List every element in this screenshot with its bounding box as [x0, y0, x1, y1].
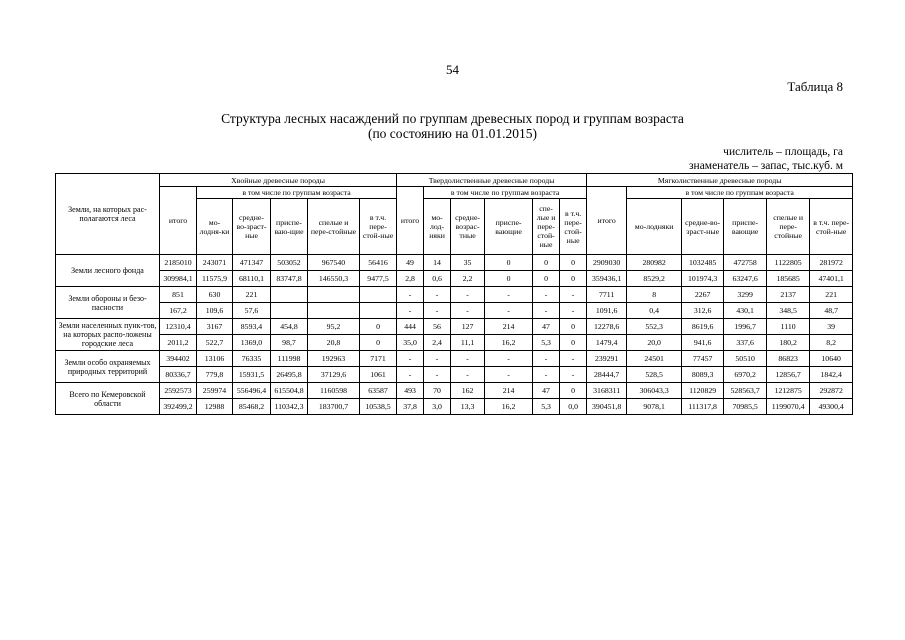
table-label: Таблица 8	[787, 79, 843, 94]
cell-stock: 1199070,4	[767, 399, 810, 415]
cell-stock: 1061	[360, 367, 397, 383]
cell-stock: 10538,5	[360, 399, 397, 415]
table-row-stock	[56, 303, 853, 319]
cell-area: 0	[360, 319, 397, 335]
header-conifer-total: итого	[160, 187, 197, 255]
cell-area: 1122805	[767, 255, 810, 271]
cell-area: 493	[397, 383, 424, 399]
cell-area: 56	[424, 319, 451, 335]
cell-area: 8619,6	[682, 319, 724, 335]
cell-area: 0	[560, 319, 587, 335]
cell-stock: -	[533, 367, 560, 383]
header-conifer-maturing: приспе-ваю-щие	[271, 199, 308, 255]
cell-area: 3299	[724, 287, 767, 303]
cell-area: -	[485, 351, 533, 367]
header-hardwood-mature-overmature: спе-лые и пере-стой-ные	[533, 199, 560, 255]
cell-area: 239291	[587, 351, 627, 367]
cell-area: 2185010	[160, 255, 197, 271]
cell-area: 8593,4	[233, 319, 271, 335]
cell-area: 454,8	[271, 319, 308, 335]
cell-stock: 47401,1	[810, 271, 853, 287]
cell-area: 192963	[308, 351, 360, 367]
header-softwood-overmature: в т.ч. пере-стой-ные	[810, 199, 853, 255]
cell-stock: 8089,3	[682, 367, 724, 383]
cell-stock: 0	[360, 335, 397, 351]
cell-area: -	[560, 287, 587, 303]
cell-area: 3167	[197, 319, 233, 335]
cell-area: 1996,7	[724, 319, 767, 335]
row-label: Земли лесного фонда	[56, 255, 160, 287]
header-softwood-group: Мягколиственные древесные породы	[587, 174, 853, 187]
cell-area: 1120829	[682, 383, 724, 399]
cell-area: 14	[424, 255, 451, 271]
cell-stock: 392499,2	[160, 399, 197, 415]
cell-stock: 8,2	[810, 335, 853, 351]
cell-area	[308, 287, 360, 303]
unit-numerator: числитель – площадь, га	[723, 146, 843, 158]
cell-stock: -	[424, 367, 451, 383]
cell-stock: 26495,8	[271, 367, 308, 383]
cell-area: 1110	[767, 319, 810, 335]
cell-stock: 35,0	[397, 335, 424, 351]
cell-area: 0	[533, 255, 560, 271]
cell-stock: -	[397, 367, 424, 383]
cell-stock: 1369,0	[233, 335, 271, 351]
cell-stock: 68110,1	[233, 271, 271, 287]
cell-stock: 20,8	[308, 335, 360, 351]
cell-stock: 9477,5	[360, 271, 397, 287]
cell-stock: 146550,3	[308, 271, 360, 287]
cell-stock: 37,8	[397, 399, 424, 415]
cell-stock: 185685	[767, 271, 810, 287]
cell-stock: 2,2	[451, 271, 485, 287]
cell-area: 0	[485, 255, 533, 271]
header-softwood-mature-overmature: спелые и пере-стойные	[767, 199, 810, 255]
cell-stock: -	[424, 303, 451, 319]
table-row-stock	[56, 399, 853, 415]
cell-stock: 8529,2	[627, 271, 682, 287]
cell-stock: 101974,3	[682, 271, 724, 287]
cell-area: 3168311	[587, 383, 627, 399]
cell-stock: 348,5	[767, 303, 810, 319]
header-softwood-middle-aged: средне-во-зраст-ные	[682, 199, 724, 255]
cell-area: 35	[451, 255, 485, 271]
cell-area: 615504,8	[271, 383, 308, 399]
table-row-area	[56, 383, 853, 399]
cell-stock: 0,6	[424, 271, 451, 287]
unit-denominator: знаменатель – запас, тыс.куб. м	[689, 160, 843, 172]
cell-stock: -	[560, 367, 587, 383]
cell-stock: -	[560, 303, 587, 319]
cell-stock: 390451,8	[587, 399, 627, 415]
cell-area: 472758	[724, 255, 767, 271]
cell-stock: 312,6	[682, 303, 724, 319]
forest-structure-table	[55, 173, 853, 415]
cell-area: -	[424, 351, 451, 367]
cell-area: 2267	[682, 287, 724, 303]
cell-area: -	[424, 287, 451, 303]
cell-area: 76335	[233, 351, 271, 367]
cell-area: 111998	[271, 351, 308, 367]
cell-stock: 6970,2	[724, 367, 767, 383]
title-line-1: Структура лесных насаждений по группам древесных пород и группам возраста	[221, 111, 684, 126]
header-hardwood-age-groups: в том числе по группам возраста	[424, 187, 587, 199]
row-label: Всего по Кемеровской области	[56, 383, 160, 415]
cell-stock: 180,2	[767, 335, 810, 351]
cell-stock: 15931,5	[233, 367, 271, 383]
cell-area: 7171	[360, 351, 397, 367]
cell-stock: 37129,6	[308, 367, 360, 383]
cell-area: 2909030	[587, 255, 627, 271]
cell-area: 503052	[271, 255, 308, 271]
header-softwood-young: мо-лодняки	[627, 199, 682, 255]
table-row-area	[56, 351, 853, 367]
cell-area: 1032485	[682, 255, 724, 271]
cell-stock: 309984,1	[160, 271, 197, 287]
cell-stock: 528,5	[627, 367, 682, 383]
cell-area: 214	[485, 319, 533, 335]
cell-stock: -	[451, 303, 485, 319]
row-label: Земли обороны и безо-пасности	[56, 287, 160, 319]
header-hardwood-group: Твердолиственные древесные породы	[397, 174, 587, 187]
cell-area: 8	[627, 287, 682, 303]
cell-area: 221	[233, 287, 271, 303]
cell-area: 10640	[810, 351, 853, 367]
cell-area: -	[451, 287, 485, 303]
cell-area: 281972	[810, 255, 853, 271]
header-conifer-middle-aged: средне-во-зраст-ные	[233, 199, 271, 255]
cell-area: 2137	[767, 287, 810, 303]
cell-stock: 522,7	[197, 335, 233, 351]
cell-area: -	[397, 287, 424, 303]
cell-stock: 12988	[197, 399, 233, 415]
cell-area: 552,3	[627, 319, 682, 335]
cell-stock: 779,8	[197, 367, 233, 383]
header-softwood-total: итого	[587, 187, 627, 255]
cell-stock: 111317,8	[682, 399, 724, 415]
cell-area: 47	[533, 383, 560, 399]
cell-stock: 0,0	[560, 399, 587, 415]
cell-area	[360, 287, 397, 303]
cell-stock: 110342,3	[271, 399, 308, 415]
cell-stock: 12856,7	[767, 367, 810, 383]
cell-stock	[308, 303, 360, 319]
cell-stock: 28444,7	[587, 367, 627, 383]
header-conifer-young: мо-лодня-ки	[197, 199, 233, 255]
cell-stock: 57,6	[233, 303, 271, 319]
cell-stock: -	[397, 303, 424, 319]
cell-area: 77457	[682, 351, 724, 367]
header-hardwood-middle-aged: средне-возрас-тные	[451, 199, 485, 255]
cell-area: 394402	[160, 351, 197, 367]
cell-area: -	[485, 287, 533, 303]
header-conifer-age-groups: в том числе по группам возраста	[197, 187, 397, 199]
header-hardwood-young: мо-лод-няки	[424, 199, 451, 255]
header-hardwood-total: итого	[397, 187, 424, 255]
cell-stock: 183700,7	[308, 399, 360, 415]
cell-stock: 16,2	[485, 399, 533, 415]
cell-area: 56416	[360, 255, 397, 271]
cell-stock: 0	[560, 271, 587, 287]
cell-area: 556496,4	[233, 383, 271, 399]
cell-area: -	[533, 351, 560, 367]
cell-stock	[360, 303, 397, 319]
header-conifer-group: Хвойные древесные породы	[160, 174, 397, 187]
cell-area: 50510	[724, 351, 767, 367]
cell-area: -	[533, 287, 560, 303]
cell-stock: 359436,1	[587, 271, 627, 287]
cell-area: 7711	[587, 287, 627, 303]
cell-stock: 1091,6	[587, 303, 627, 319]
cell-stock: 1479,4	[587, 335, 627, 351]
cell-area: 95,2	[308, 319, 360, 335]
cell-stock: 0	[533, 271, 560, 287]
title-line-2: (по состоянию на 01.01.2015)	[367, 126, 538, 141]
cell-stock	[271, 303, 308, 319]
page-number: 54	[446, 62, 459, 77]
cell-area: 49	[397, 255, 424, 271]
cell-area: 630	[197, 287, 233, 303]
cell-area: 471347	[233, 255, 271, 271]
cell-area: 221	[810, 287, 853, 303]
cell-stock: 16,2	[485, 335, 533, 351]
cell-stock: 1842,4	[810, 367, 853, 383]
cell-stock: 11575,9	[197, 271, 233, 287]
cell-area: 280982	[627, 255, 682, 271]
table-row-stock	[56, 271, 853, 287]
header-hardwood-overmature: в т.ч. пере-стой-ные	[560, 199, 587, 255]
cell-area: 13106	[197, 351, 233, 367]
table-title	[0, 111, 905, 141]
cell-stock: 70985,5	[724, 399, 767, 415]
cell-area: -	[560, 351, 587, 367]
row-label: Земли особо охраняемых природных территорий	[56, 351, 160, 383]
cell-stock: 2,4	[424, 335, 451, 351]
table-row-area	[56, 287, 853, 303]
cell-stock: 2,8	[397, 271, 424, 287]
cell-stock: 941,6	[682, 335, 724, 351]
cell-area: 63587	[360, 383, 397, 399]
cell-area: 1160598	[308, 383, 360, 399]
table-row-area	[56, 255, 853, 271]
cell-stock: 337,6	[724, 335, 767, 351]
header-hardwood-maturing: приспе-вающие	[485, 199, 533, 255]
cell-stock: 3,0	[424, 399, 451, 415]
cell-stock: 83747,8	[271, 271, 308, 287]
cell-stock: 63247,6	[724, 271, 767, 287]
cell-area: 0	[560, 383, 587, 399]
cell-area: 12278,6	[587, 319, 627, 335]
cell-area: 47	[533, 319, 560, 335]
cell-area: 444	[397, 319, 424, 335]
cell-stock: 0	[485, 271, 533, 287]
cell-stock: 2011,2	[160, 335, 197, 351]
cell-area: -	[397, 351, 424, 367]
header-softwood-maturing: приспе-вающие	[724, 199, 767, 255]
cell-area: 70	[424, 383, 451, 399]
cell-area: 214	[485, 383, 533, 399]
cell-area: -	[451, 351, 485, 367]
cell-area: 306043,3	[627, 383, 682, 399]
cell-area: 39	[810, 319, 853, 335]
table-row-area	[56, 319, 853, 335]
cell-area: 0	[560, 255, 587, 271]
cell-area: 12310,4	[160, 319, 197, 335]
cell-stock: 13,3	[451, 399, 485, 415]
cell-area: 24501	[627, 351, 682, 367]
cell-area: 967540	[308, 255, 360, 271]
cell-stock: 98,7	[271, 335, 308, 351]
cell-area: 243071	[197, 255, 233, 271]
cell-area: 851	[160, 287, 197, 303]
cell-area	[271, 287, 308, 303]
cell-stock: 5,3	[533, 335, 560, 351]
cell-stock: 85468,2	[233, 399, 271, 415]
cell-stock: 167,2	[160, 303, 197, 319]
cell-area: 162	[451, 383, 485, 399]
cell-stock: -	[533, 303, 560, 319]
cell-stock: 11,1	[451, 335, 485, 351]
table-row-stock	[56, 335, 853, 351]
cell-stock: 5,3	[533, 399, 560, 415]
cell-stock: 0,4	[627, 303, 682, 319]
header-softwood-age-groups: в том числе по группам возраста	[627, 187, 853, 199]
cell-stock: -	[485, 303, 533, 319]
cell-stock: 80336,7	[160, 367, 197, 383]
cell-stock: 109,6	[197, 303, 233, 319]
cell-stock: 430,1	[724, 303, 767, 319]
cell-area: 1212875	[767, 383, 810, 399]
table-row-stock	[56, 367, 853, 383]
cell-stock: 49300,4	[810, 399, 853, 415]
cell-stock: 9078,1	[627, 399, 682, 415]
cell-area: 292872	[810, 383, 853, 399]
cell-area: 259974	[197, 383, 233, 399]
cell-stock: -	[485, 367, 533, 383]
header-row-label: Земли, на которых рас-полагаются леса	[56, 174, 160, 255]
cell-area: 2592573	[160, 383, 197, 399]
header-conifer-mature-overmature: спелые и пере-стойные	[308, 199, 360, 255]
cell-stock: 48,7	[810, 303, 853, 319]
cell-stock: 0	[560, 335, 587, 351]
header-conifer-overmature: в т.ч. пере-стой-ные	[360, 199, 397, 255]
cell-area: 127	[451, 319, 485, 335]
row-label: Земли населенных пунк-тов, на которых распо-ложены городские леса	[56, 319, 160, 351]
cell-stock: -	[451, 367, 485, 383]
cell-area: 528563,7	[724, 383, 767, 399]
cell-area: 86823	[767, 351, 810, 367]
cell-stock: 20,0	[627, 335, 682, 351]
